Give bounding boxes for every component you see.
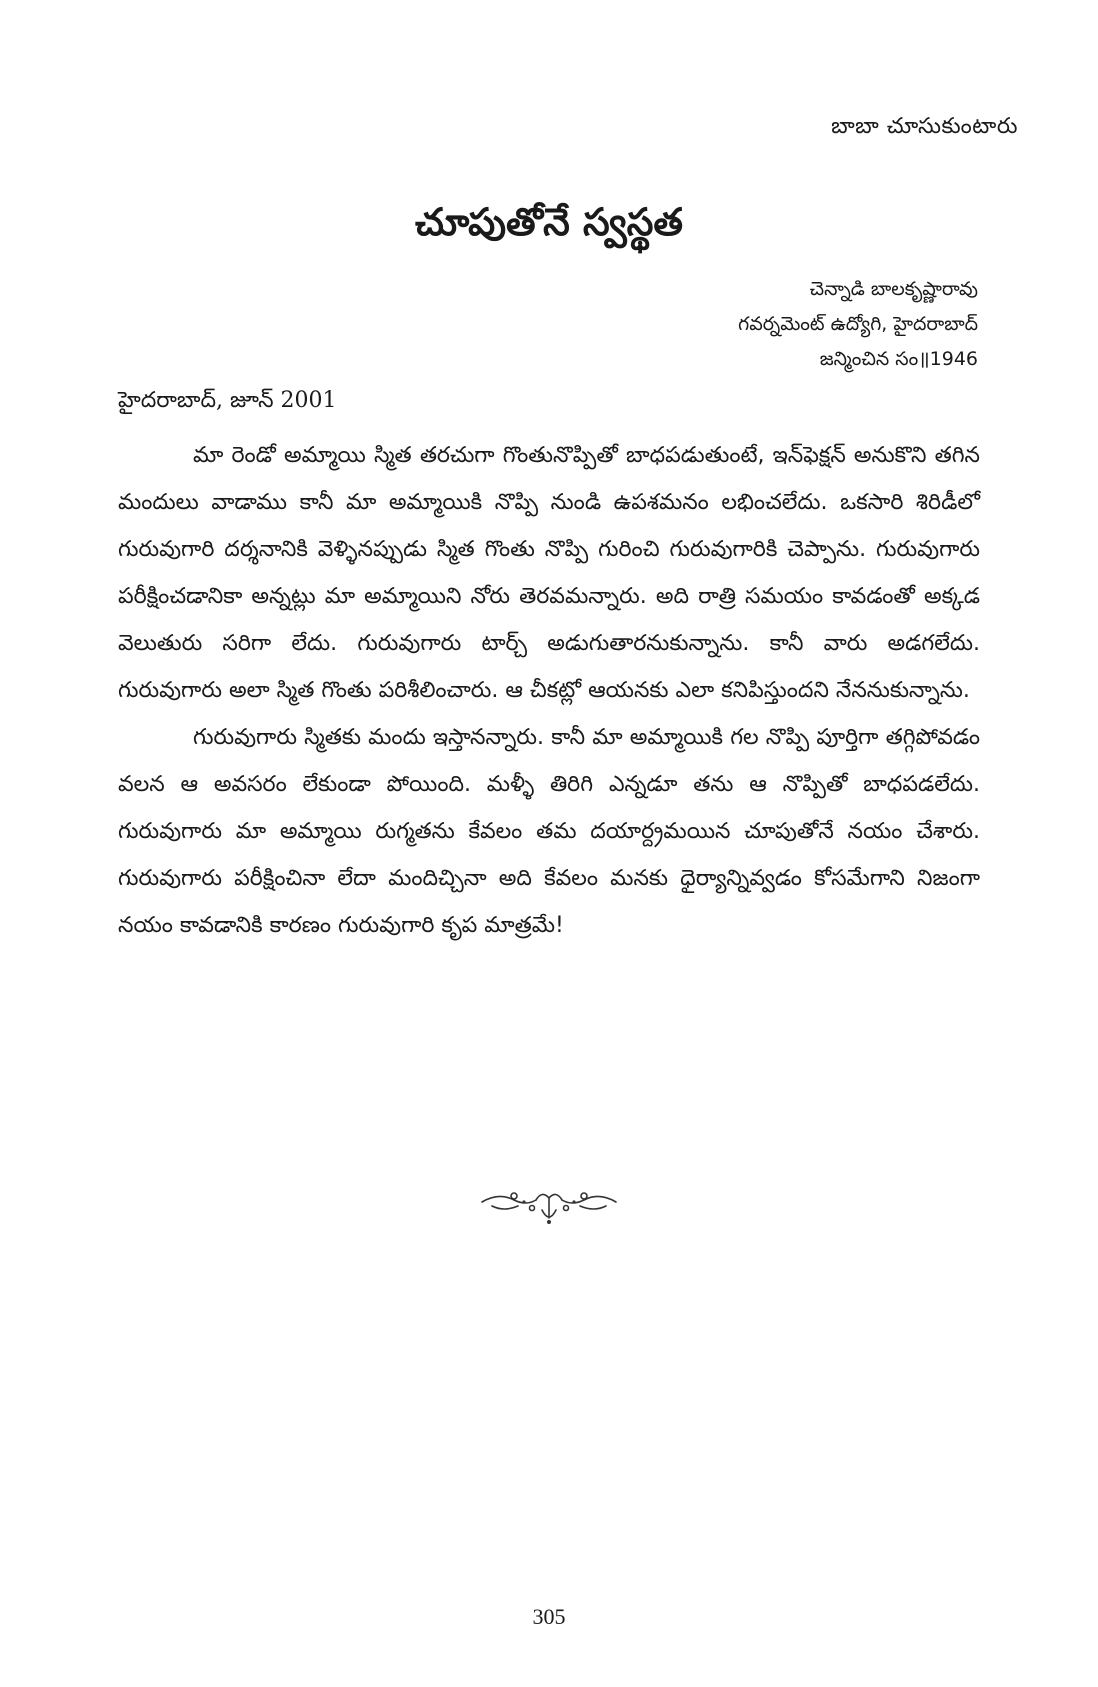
page-number: 305 [532,1604,566,1629]
author-name: చెన్నాడి బాలకృష్ణారావు [809,278,978,300]
author-byline [738,272,978,377]
author-birth-year: జన్మించిన సం॥1946 [819,348,978,370]
paragraph: మా రెండో అమ్మాయి స్మిత తరచుగా గొంతునొప్పితో బాధపడుతుంటే, ఇన్‌ఫెక్షన్ అనుకొని తగిన మందులు వాడాము కానీ మా అమ్మాయికి నొప్పి నుండి ఉపశమనం లభించలేదు. ఒకసారి శిరిడీలో గురువుగారి దర్శనానికి వెళ్ళినప్పుడు స్మిత గొంతు నొప్పి గురించి గురువుగారికి చెప్పాను. గురువుగారు పరీక్షించడానికా అన్నట్లు మా అమ్మాయిని నోరు తెరవమన్నారు. అది రాత్రి సమయం కావడంతో అక్కడ వెలుతురు సరిగా లేదు. గురువుగారు టార్చ్ అడుగుతారనుకున్నాను. కానీ వారు అడగలేదు. గురువుగారు అలా స్మిత గొంతు పరిశీలించారు. ఆ చీకట్లో ఆయనకు ఎలా కనిపిస్తుందని నేననుకున్నాను. [118,443,980,703]
dateline: హైదరాబాద్, జూన్ 2001 [118,388,337,413]
running-header: బాబా చూసుకుంటారు [831,114,1018,139]
article-title: చూపుతోనే స్వస్థత [415,200,683,244]
ornament-divider-icon [474,1180,624,1230]
author-occupation: గవర్నమెంట్ ఉద్యోగి, హైదరాబాద్ [738,313,978,335]
article-body [118,432,980,949]
paragraph: గురువుగారు స్మితకు మందు ఇస్తానన్నారు. కానీ మా అమ్మాయికి గల నొప్పి పూర్తిగా తగ్గిపోవడం వలన ఆ అవసరం లేకుండా పోయింది. మళ్ళీ తిరిగి ఎన్నడూ తను ఆ నొప్పితో బాధపడలేదు. గురువుగారు మా అమ్మాయి రుగ్మతను కేవలం తమ దయార్ద్రమయిన చూపుతోనే నయం చేశారు. గురువుగారు పరీక్షించినా లేదా మందిచ్చినా అది కేవలం మనకు ధైర్యాన్నివ్వడం కోసమేగాని నిజంగా నయం కావడానికి కారణం గురువుగారి కృప మాత్రమే! [118,725,980,938]
